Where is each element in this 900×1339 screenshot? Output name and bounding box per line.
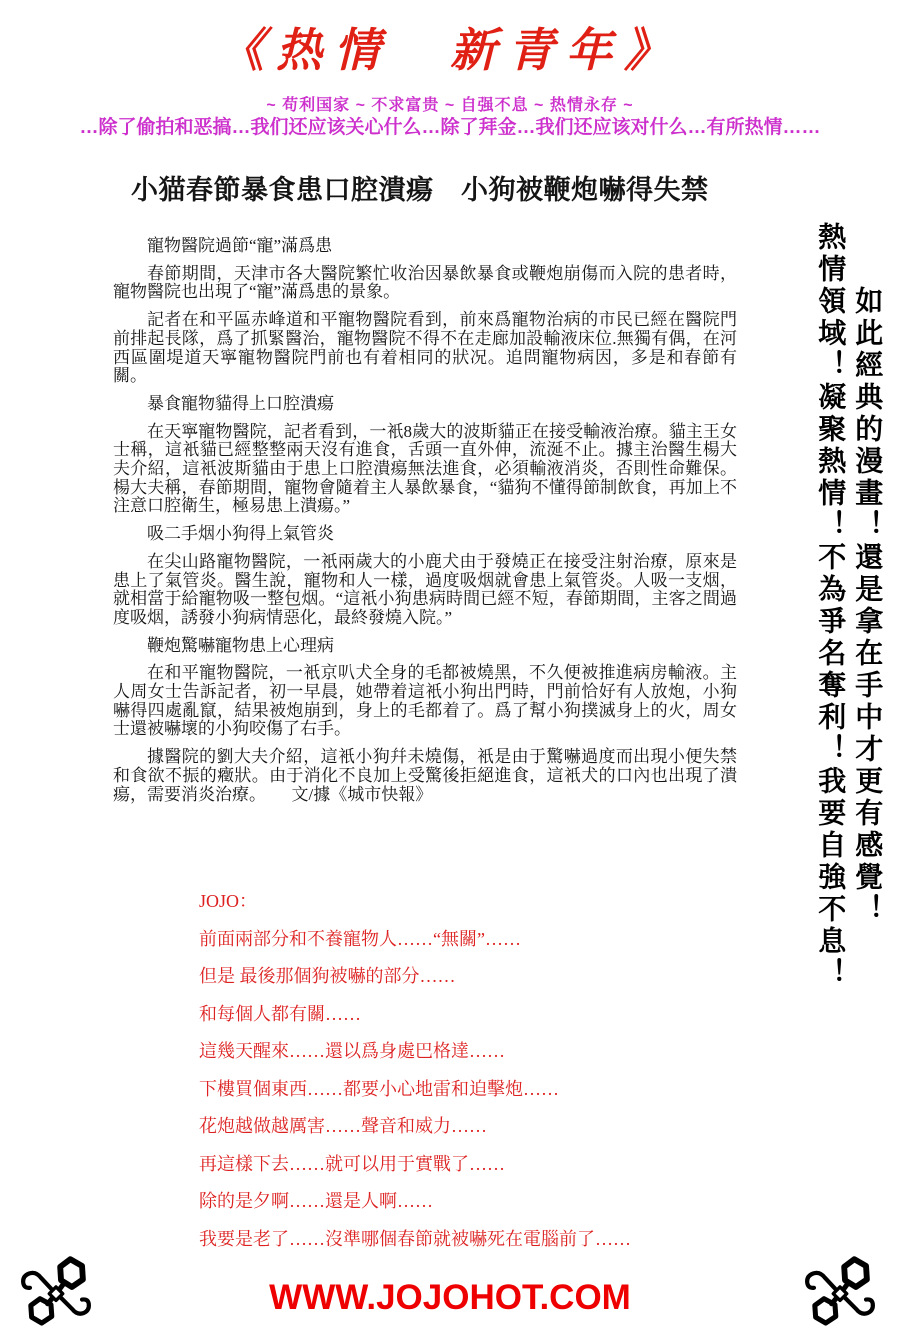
- editor-note-line: 花炮越做越厲害……聲音和威力……: [199, 1116, 487, 1136]
- article-paragraph: 據醫院的劉大夫介紹，這衹小狗幷未燒傷，衹是由于驚嚇過度而出現小便失禁和食欲不振的癥狀。由于消化不良加上受驚後拒絕進食，這衹犬的口內也出現了潰瘍，需要消炎治療。 文/據《城市快報》: [113, 747, 737, 804]
- website-link[interactable]: WWW.JOJOHOT.COM: [269, 1278, 631, 1317]
- pinwheel-ornament-icon: [796, 1250, 884, 1334]
- article-headline: 小猫春節暴食患口腔潰瘍 小狗被鞭炮嚇得失禁: [131, 175, 709, 205]
- editor-note-line: 下樓買個東西……都要小心地雷和迫擊炮……: [199, 1078, 559, 1099]
- editor-note-line: JOJO：: [199, 891, 258, 911]
- magazine-title: 《热情 新青年》: [218, 23, 682, 77]
- article-subhead: 寵物醫院過節“寵”滿爲患: [147, 236, 333, 255]
- motto-line-2: …除了偷拍和恶搞…我们还应该关心什么…除了拜金…我们还应该对什么…有所热情……: [79, 117, 821, 138]
- editor-note-line: 我要是老了……沒準哪個春節就被嚇死在電腦前了……: [199, 1228, 631, 1249]
- article-paragraph: 在和平寵物醫院，一衹京叭犬全身的毛都被燒黑，不久便被推進病房輸液。主人周女士告訴記者，初一早晨，她帶着這衹小狗出門時，門前恰好有人放炮，小狗嚇得四處亂竄，結果被炮崩到，身上的毛都着了。爲了幫小狗撲滅身上的火，周女士還被嚇壞的小狗咬傷了右手。: [113, 663, 737, 739]
- editor-note-line: 這幾天醒來……還以爲身處巴格達……: [199, 1041, 505, 1061]
- editor-note-line: 除的是夕啊……還是人啊……: [199, 1191, 433, 1211]
- article-paragraph: 在尖山路寵物醫院，一衹兩歲大的小鹿犬由于發燒正在接受注射治療，原來是患上了氣管炎。醫生說，寵物和人一樣，過度吸烟就會患上氣管炎。人吸一支烟，就相當于給寵物吸一整包烟。“這衹小狗患病時間已經不短，春節期間，主客之間過度吸烟，誘發小狗病情惡化，最終發燒入院。”: [113, 551, 737, 627]
- editor-note-line: 但是 最後那個狗被嚇的部分……: [199, 966, 456, 986]
- article-subhead: 鞭炮驚嚇寵物患上心理病: [147, 635, 334, 655]
- article-subhead: 暴食寵物貓得上口腔潰瘍: [147, 393, 334, 413]
- editor-note-line: 再這樣下去……就可以用于實戰了……: [199, 1153, 505, 1174]
- motto-line-1: ~ 苟利国家 ~ 不求富贵 ~ 自强不息 ~ 热情永存 ~: [266, 97, 634, 114]
- article-paragraph: 春節期間，天津市各大醫院繁忙收治因暴飲暴食或鞭炮崩傷而入院的患者時，寵物醫院也出現了“寵”滿爲患的景象。: [113, 263, 737, 302]
- editor-note-line: 和每個人都有關……: [199, 1003, 361, 1024]
- editor-note: [199, 892, 631, 1267]
- editor-note-line: 前面兩部分和不養寵物人……“無關”……: [199, 928, 521, 949]
- vertical-slogan-inner: 熱情領域！凝聚熱情！不為爭名奪利！我要自強不息！: [814, 222, 846, 990]
- article-subhead: 吸二手烟小狗得上氣管炎: [147, 524, 334, 544]
- pinwheel-ornament-icon: [12, 1250, 100, 1334]
- vertical-slogan-outer: 如此經典的漫畫！還是拿在手中才更有感覺！: [851, 286, 883, 926]
- article-paragraph: 記者在和平區赤峰道和平寵物醫院看到，前來爲寵物治病的市民已經在醫院門前排起長隊，爲了抓緊醫治，寵物醫院不得不在走廊加設輸液床位.無獨有偶，在河西區圍堤道天寧寵物醫院門前也有着相同的狀况。追問寵物病因，多是和春節有關。: [113, 310, 737, 386]
- article-paragraph: 在天寧寵物醫院，記者看到，一衹8歲大的波斯貓正在接受輸液治療。貓主王女士稱，這衹貓已經整整兩天沒有進食，舌頭一直外伸，流涎不止。據主治醫生楊大夫介紹，這衹波斯貓由于患上口腔潰瘍無法進食，必須輸液消炎，否則性命難保。楊大夫稱，春節期間，寵物會隨着主人暴飲暴食，“貓狗不懂得節制飲食，再加上不注意口腔衛生，極易患上潰瘍。”: [113, 421, 737, 516]
- news-article: [113, 168, 737, 813]
